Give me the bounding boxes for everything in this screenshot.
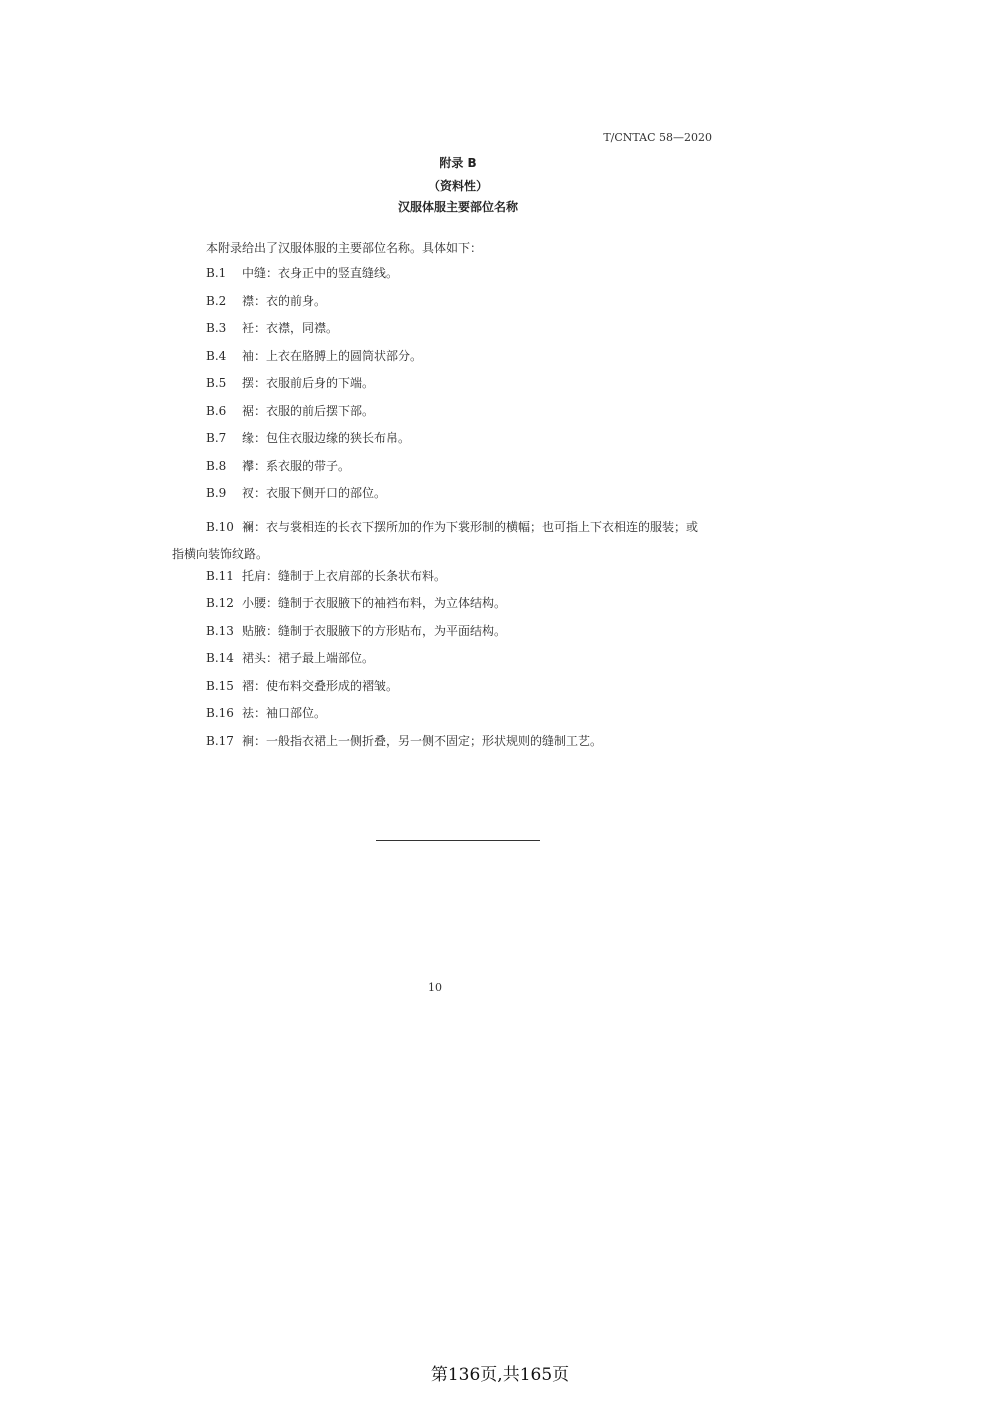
clause-text: 裙头：裙子最上端部位。 <box>242 651 375 665</box>
clause-number: B.16 <box>206 706 234 720</box>
clause-item <box>206 349 726 377</box>
clause-item <box>206 404 726 432</box>
clause-text: 贴腋：缝制于衣服腋下的方形贴布，为平面结构。 <box>242 623 507 638</box>
clause-item <box>206 431 726 459</box>
clause-number: B.1 <box>206 266 227 280</box>
clause-list <box>172 266 726 761</box>
clause-number: B.3 <box>206 321 227 335</box>
clause-text: 褶：使布料交叠形成的褶皱。 <box>242 678 399 693</box>
clause-item <box>206 651 726 679</box>
clause-text: 袖：上衣在胳膊上的圆筒状部分。 <box>242 348 423 363</box>
clause-item <box>172 514 726 569</box>
document-code: T/CNTAC 58—2020 <box>603 131 712 144</box>
clause-item <box>206 321 726 349</box>
clause-number: B.14 <box>206 651 234 665</box>
intro-paragraph: 本附录给出了汉服体服的主要部位名称。具体如下： <box>206 241 483 255</box>
clause-text: 衽：衣襟，同襟。 <box>242 321 339 335</box>
clause-text: 裾：衣服的前后摆下部。 <box>242 403 375 418</box>
clause-number: B.9 <box>206 486 227 500</box>
clause-text: 中缝：衣身正中的竖直缝线。 <box>242 266 399 280</box>
clause-item <box>206 266 726 294</box>
page-number: 10 <box>428 981 442 994</box>
clause-number: B.7 <box>206 431 227 445</box>
clause-number: B.13 <box>206 623 234 638</box>
clause-text: 摆：衣服前后身的下端。 <box>242 376 375 390</box>
clause-number: B.4 <box>206 348 227 363</box>
clause-text: 襕：衣与裳相连的长衣下摆所加的作为下裳形制的横幅；也可指上下衣相连的服装；或 <box>242 519 699 534</box>
clause-text: 裥：一般指衣裙上一侧折叠，另一侧不固定；形状规则的缝制工艺。 <box>242 733 603 748</box>
clause-item <box>206 624 726 652</box>
clause-text: 衩：衣服下侧开口的部位。 <box>242 486 387 500</box>
clause-text: 襟：衣的前身。 <box>242 293 327 308</box>
clause-number: B.6 <box>206 403 227 418</box>
clause-item <box>206 569 726 597</box>
clause-text: 缘：包住衣服边缘的狭长布帛。 <box>242 431 411 445</box>
clause-item <box>206 486 726 514</box>
end-divider <box>376 840 540 841</box>
clause-item <box>206 734 726 762</box>
clause-number: B.12 <box>206 596 234 610</box>
page-counter: 第136页,共165页 <box>430 1365 570 1385</box>
clause-item <box>206 706 726 734</box>
clause-item <box>206 679 726 707</box>
clause-text: 小腰：缝制于衣服腋下的袖裆布料，为立体结构。 <box>242 596 507 610</box>
clause-text: 襻：系衣服的带子。 <box>242 458 351 473</box>
clause-text-continued: 指横向装饰纹路。 <box>172 547 269 561</box>
appendix-title: 附录 B <box>439 156 477 170</box>
appendix-type: （资料性） <box>427 179 488 193</box>
clause-number: B.15 <box>206 678 234 693</box>
clause-number: B.11 <box>206 568 234 583</box>
clause-number: B.2 <box>206 293 227 308</box>
clause-item <box>206 459 726 487</box>
clause-item <box>206 596 726 624</box>
clause-number: B.17 <box>206 733 234 748</box>
clause-text: 祛：袖口部位。 <box>242 706 327 720</box>
clause-number: B.10 <box>206 519 234 534</box>
appendix-heading: 汉服体服主要部位名称 <box>397 200 518 214</box>
clause-text: 托肩：缝制于上衣肩部的长条状布料。 <box>242 568 447 583</box>
clause-number: B.8 <box>206 458 227 473</box>
clause-number: B.5 <box>206 376 227 390</box>
clause-item <box>206 376 726 404</box>
clause-item <box>206 294 726 322</box>
